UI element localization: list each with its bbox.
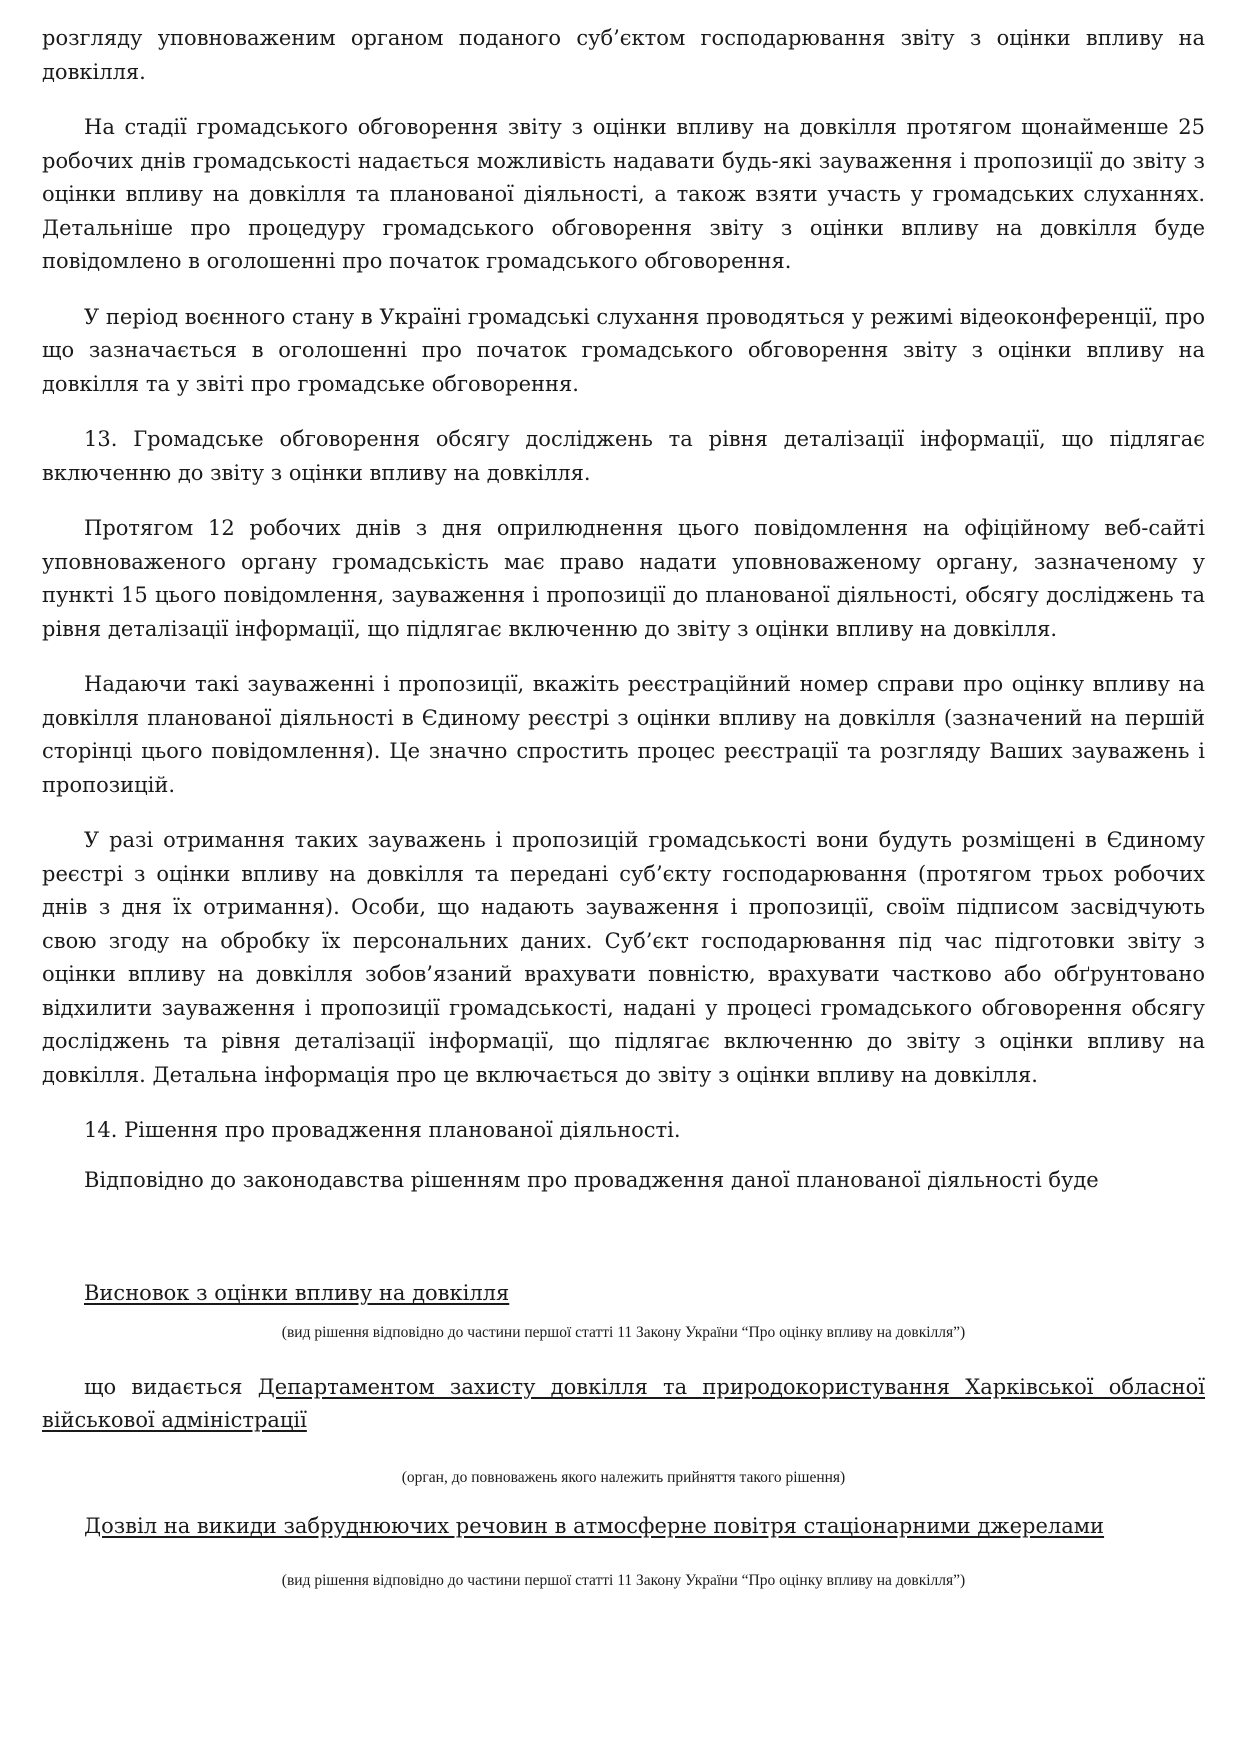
decision-1-line	[42, 1277, 1205, 1311]
document-page	[42, 22, 1205, 1591]
paragraph-decision-intro: Відповідно до законодавства рішенням про провадження даної планованої діяльності буде	[84, 1167, 1099, 1192]
paragraph-registration-number: Надаючи такі зауваженні і пропозиції, вкажіть реєстраційний номер справи про оцінку впливу на довкілля планованої діяльності в Єдиному реєстрі з оцінки впливу на довкілля (зазначений на першій сторінці цього повідомлення). Це значно спростить процес реєстрації та розгляду Ваших зауважень і пропозицій.	[42, 672, 1205, 797]
paragraph-comments-handling: У разі отримання таких зауважень і пропозицій громадськості вони будуть розміщені в Єдиному реєстрі з оцінки впливу на довкілля та передані суб’єкту господарювання (протягом трьох робочих днів з дня їх отримання). Особи, що надають зауваження і пропозиції, своїм підписом засвідчують свою згоду на обробку їх персональних даних. Суб’єкт господарювання під час підготовки звіту з оцінки впливу на довкілля зобов’язаний врахувати повністю, врахувати частково або обґрунтовано відхилити зауваження і пропозиції громадськості, надані у процесі громадського обговорення обсягу досліджень та рівня деталізації інформації, що підлягає включенню до звіту з оцінки впливу на довкілля. Детальна інформація про це включається до звіту з оцінки впливу на довкілля.	[42, 828, 1205, 1087]
section-14-heading: 14. Рішення про провадження планованої діяльності.	[84, 1118, 681, 1142]
issuer-prefix: що видається	[84, 1374, 258, 1399]
decision-2-caption: (вид рішення відповідно до частини першої статті 11 Закону України “Про оцінку впливу на довкілля”)	[281, 1572, 966, 1589]
paragraph-12-days: Протягом 12 робочих днів з дня оприлюднення цього повідомлення на офіційному веб-сайті уповноваженого органу громадськість має право надати уповноваженому органу, зазначеному у пункті 15 цього повідомлення, зауваження і пропозиції до планованої діяльності, обсягу досліджень та рівня деталізації інформації, що підлягає включенню до звіту з оцінки впливу на довкілля.	[42, 516, 1205, 641]
issuer-value: Департаментом захисту довкілля та природокористування Харківської обласної військової адміністрації	[42, 1374, 1206, 1432]
paragraph-public-discussion: На стадії громадського обговорення звіту з оцінки впливу на довкілля протягом щонайменше 25 робочих днів громадськості надається можливість надавати будь-які зауваження і пропозиції до звіту з оцінки впливу на довкілля та планованої діяльності, а також взяти участь у громадських слуханнях. Детальніше про процедуру громадського обговорення звіту з оцінки впливу на довкілля буде повідомлено в оголошенні про початок громадського обговорення.	[42, 115, 1205, 273]
issuer-caption: (орган, до повноважень якого належить прийняття такого рішення)	[401, 1468, 846, 1486]
paragraph-continuation: розгляду уповноваженим органом поданого суб’єктом господарювання звіту з оцінки впливу на довкілля.	[42, 26, 1205, 84]
decision-2-value: Дозвіл на викиди забруднюючих речовин в атмосферне повітря стаціонарними джерелами	[84, 1513, 1105, 1538]
paragraph-martial-law: У період воєнного стану в Україні громадські слухання проводяться у режимі відеоконференції, про що зазначається в оголошенні про початок громадського обговорення звіту з оцінки впливу на довкілля та у звіті про громадське обговорення.	[42, 304, 1205, 396]
issuer-line	[42, 1371, 1205, 1438]
decision-2-line	[42, 1510, 1205, 1544]
blank-space	[42, 1219, 1205, 1277]
decision-1-caption: (вид рішення відповідно до частини першої статті 11 Закону України “Про оцінку впливу на довкілля”)	[281, 1323, 966, 1341]
section-13-heading: 13. Громадське обговорення обсягу досліджень та рівня деталізації інформації, що підлягає включенню до звіту з оцінки впливу на довкілля.	[42, 427, 1205, 485]
decision-1-value: Висновок з оцінки впливу на довкілля	[84, 1281, 510, 1305]
